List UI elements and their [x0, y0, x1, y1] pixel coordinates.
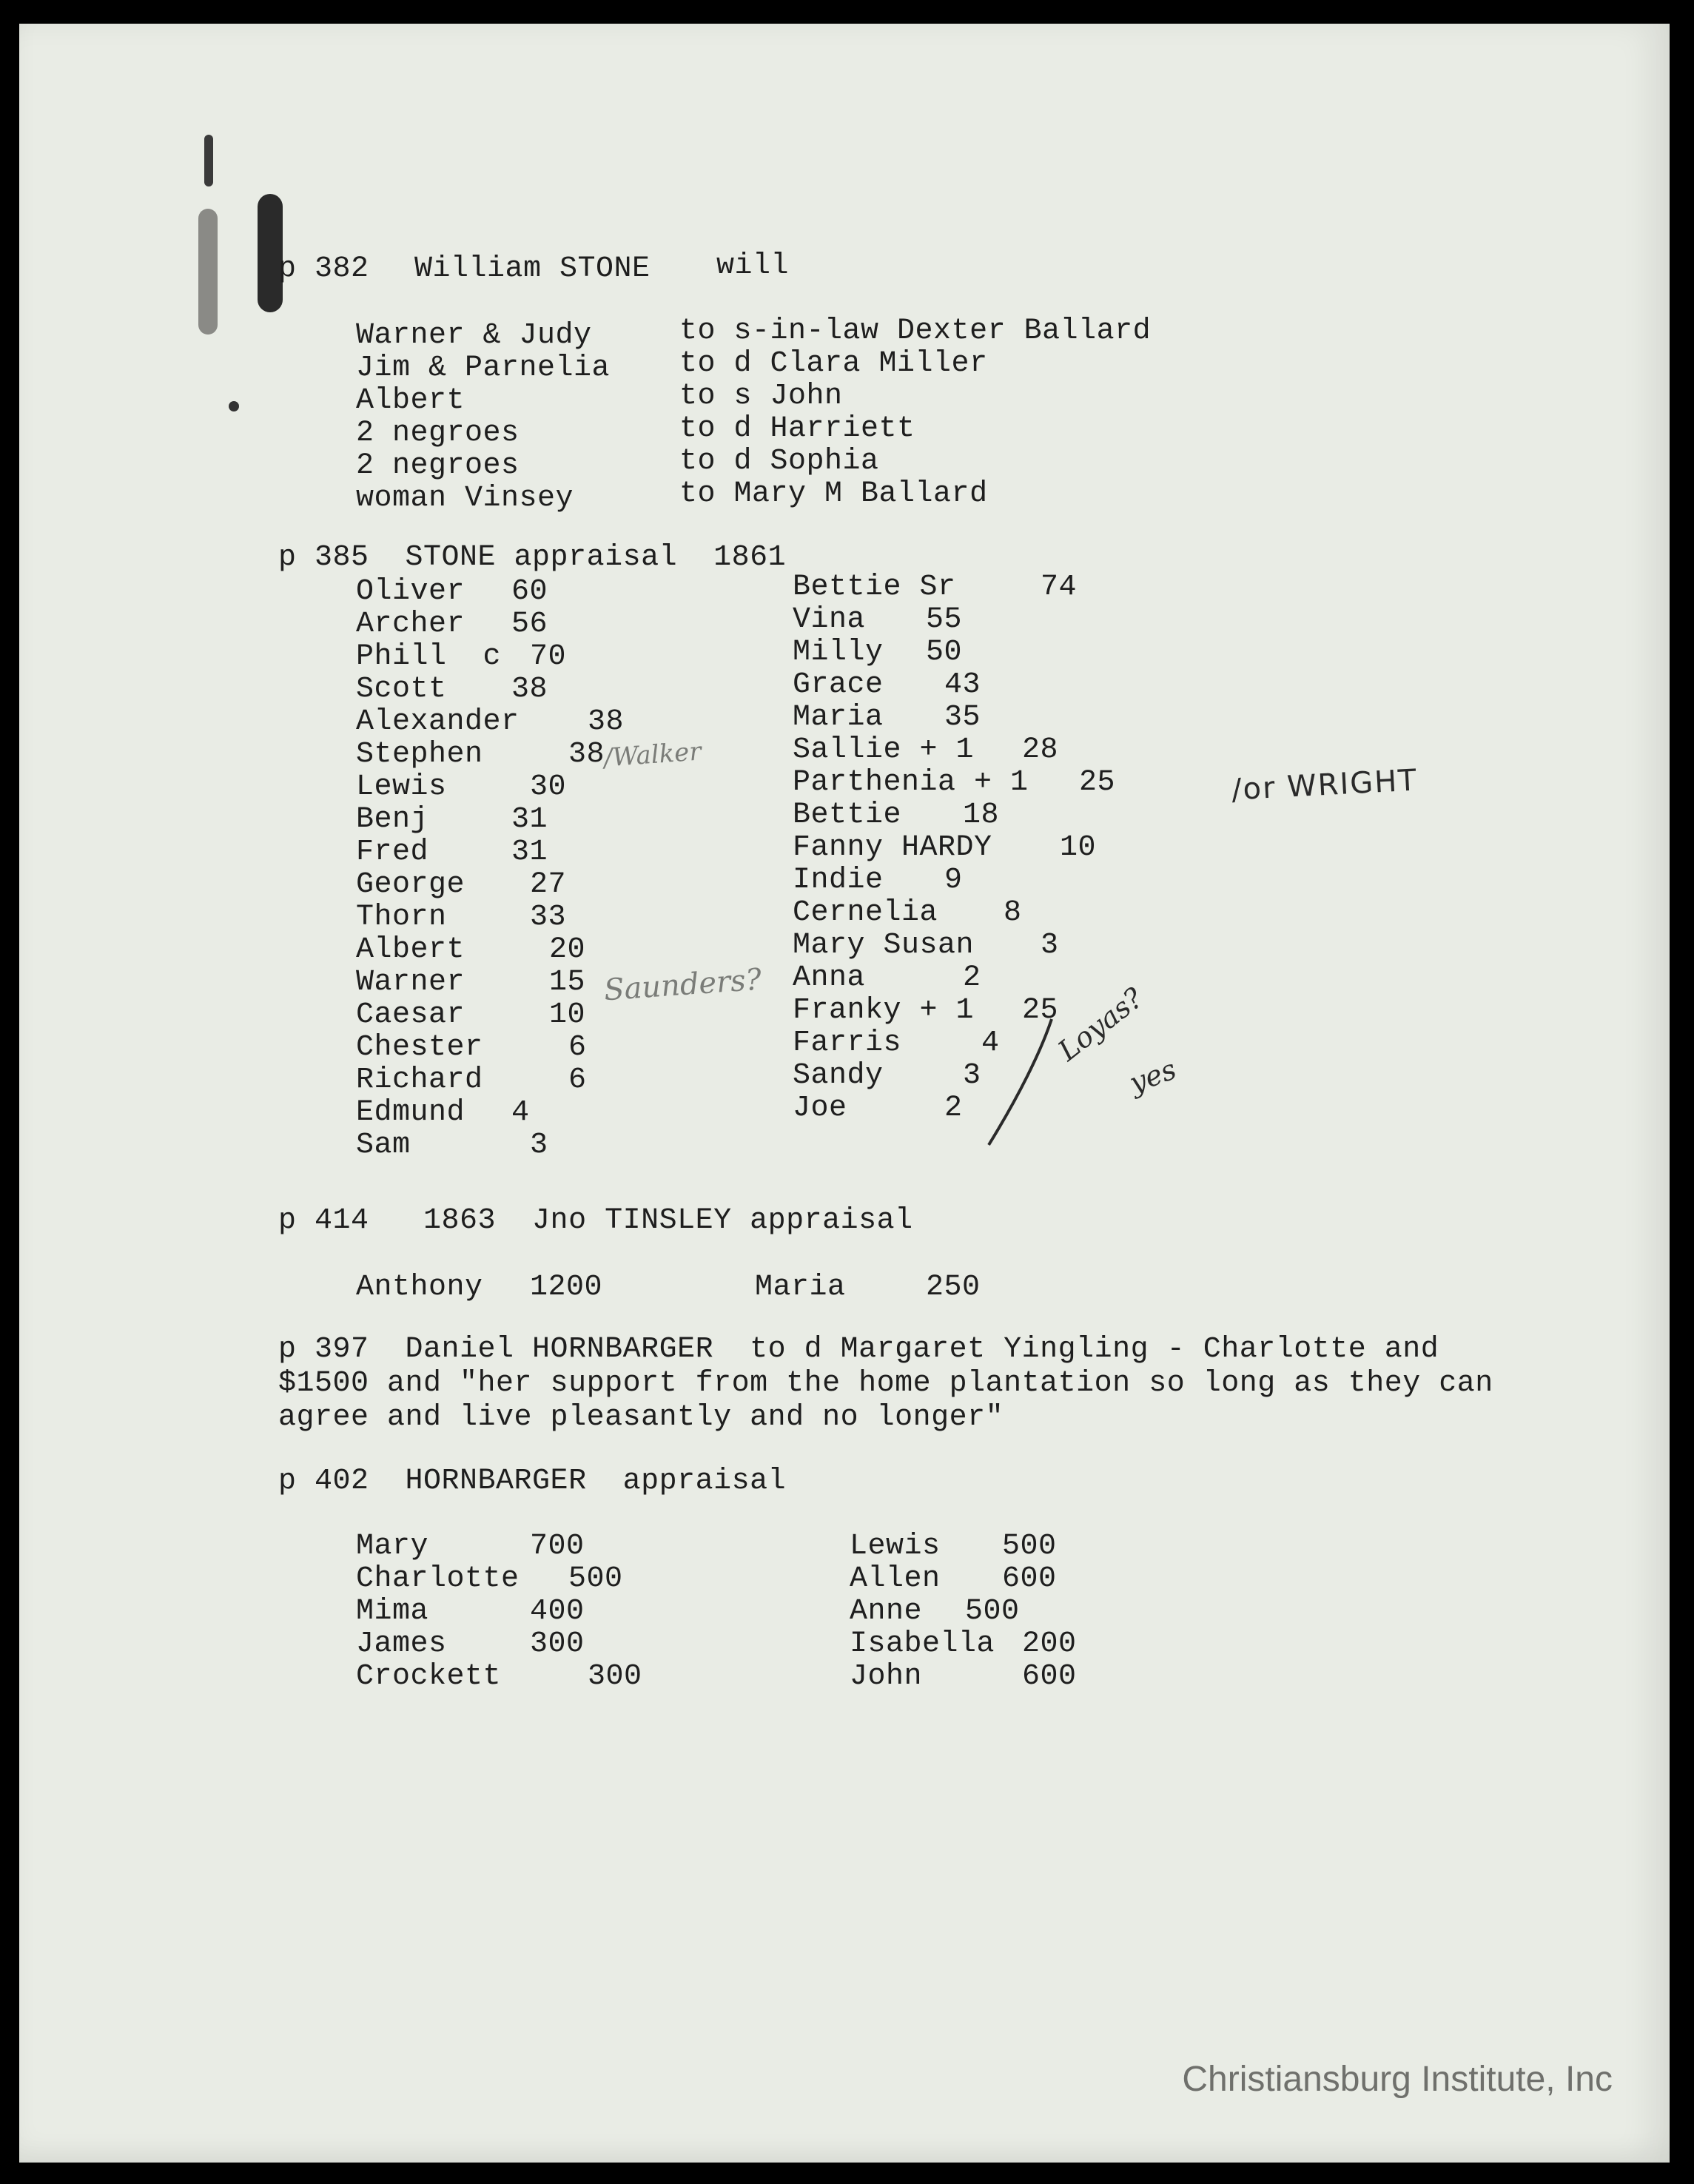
appraisal-name: Scott — [356, 673, 447, 706]
appraisal-value: 38 — [568, 738, 605, 771]
bequest-who: Jim & Parnelia — [356, 352, 611, 385]
appraisal-name: Indie — [793, 864, 884, 897]
appraisal-name: Bettie — [793, 799, 902, 832]
hornbarger-appraisal-heading: p 402 HORNBARGER appraisal — [278, 1465, 787, 1498]
appraisal-name: Vina — [793, 603, 866, 636]
appraisal-value: 33 — [530, 901, 567, 934]
appraisal-value: 74 — [1041, 571, 1078, 604]
appraisal-value: 1200 — [530, 1271, 603, 1304]
bequest-who: 2 negroes — [356, 417, 520, 450]
punch-hole-mark — [198, 209, 218, 335]
paragraph-line: agree and live pleasantly and no longer" — [278, 1401, 1004, 1434]
appraisal-name: Edmund — [356, 1096, 465, 1129]
handwritten-note-saunders: Saunders? — [602, 962, 763, 1008]
watermark: Christiansburg Institute, Inc — [1182, 2060, 1613, 2099]
handwritten-note-walker: /Walker — [602, 736, 702, 773]
bequest-to: to Mary M Ballard — [679, 477, 988, 511]
appraisal-name: Chester — [356, 1031, 483, 1064]
appraisal-value: 700 — [530, 1530, 585, 1563]
punch-hole-mark — [229, 401, 239, 411]
appraisal-value: 250 — [926, 1271, 981, 1304]
appraisal-value: 31 — [511, 803, 548, 836]
appraisal-value: 20 — [549, 933, 586, 967]
will-heading-name: William STONE — [414, 252, 651, 286]
appraisal-name: Sandy — [793, 1059, 884, 1092]
appraisal-name: Charlotte — [356, 1562, 520, 1596]
appraisal-name: Albert — [356, 933, 465, 967]
appraisal-value: 10 — [1060, 831, 1097, 864]
appraisal-value: 4 — [981, 1027, 1000, 1060]
appraisal-value: 30 — [530, 770, 567, 804]
appraisal-name: Fanny HARDY — [793, 831, 992, 864]
appraisal-value: 300 — [530, 1627, 585, 1661]
appraisal-value: 25 — [1079, 766, 1116, 799]
handwritten-note-yes: yes — [1125, 1052, 1181, 1100]
appraisal-name: Fred — [356, 836, 429, 869]
appraisal-value: 70 — [530, 640, 567, 673]
appraisal-name: James — [356, 1627, 447, 1661]
appraisal-name: Anthony — [356, 1271, 483, 1304]
appraisal-value: 25 — [1022, 994, 1059, 1027]
punch-hole-mark — [204, 135, 213, 187]
appraisal-name: Thorn — [356, 901, 447, 934]
appraisal-name: Anne — [850, 1595, 923, 1628]
appraisal-value: 27 — [530, 868, 567, 901]
appraisal-name: Joe — [793, 1092, 847, 1125]
appraisal-value: 55 — [926, 603, 963, 636]
appraisal-value: 10 — [549, 998, 586, 1032]
appraisal-name: Milly — [793, 636, 884, 669]
bequest-to: to s John — [679, 380, 843, 413]
appraisal-name: Mima — [356, 1595, 429, 1628]
appraisal-value: 300 — [588, 1660, 642, 1693]
appraisal-value: 500 — [568, 1562, 623, 1596]
will-heading-page: p 382 — [278, 252, 369, 286]
appraisal-name: Caesar — [356, 998, 465, 1032]
appraisal-name: Crockett — [356, 1660, 502, 1693]
appraisal-name: Mary — [356, 1530, 429, 1563]
appraisal-name: Lewis — [356, 770, 447, 804]
paragraph-line: $1500 and "her support from the home plantation so long as they can — [278, 1367, 1493, 1400]
appraisal-value: 3 — [963, 1059, 981, 1092]
appraisal-name: Grace — [793, 668, 884, 702]
appraisal-value: 3 — [1041, 929, 1059, 962]
bequest-to: to s-in-law Dexter Ballard — [679, 315, 1152, 348]
appraisal-value: 200 — [1022, 1627, 1077, 1661]
appraisal-value: 56 — [511, 608, 548, 641]
appraisal-name: Alexander — [356, 705, 520, 739]
document-page — [19, 24, 1670, 2163]
appraisal-value: 43 — [944, 668, 981, 702]
appraisal-name: Sallie + 1 — [793, 733, 975, 767]
appraisal-name: Lewis — [850, 1530, 941, 1563]
appraisal-name: Maria — [793, 701, 884, 734]
appraisal-name: Franky + 1 — [793, 994, 975, 1027]
appraisal-value: 15 — [549, 966, 586, 999]
paragraph-line: p 397 Daniel HORNBARGER to d Margaret Yingling - Charlotte and — [278, 1333, 1439, 1366]
appraisal-name: Stephen — [356, 738, 483, 771]
bequest-to: to d Harriett — [679, 412, 915, 446]
bequest-to: to d Clara Miller — [679, 347, 988, 380]
appraisal-name: Cernelia — [793, 896, 938, 930]
bequest-who: Warner & Judy — [356, 319, 592, 352]
appraisal-name: Maria — [755, 1271, 846, 1304]
appraisal-name: Warner — [356, 966, 465, 999]
appraisal-value: 400 — [530, 1595, 585, 1628]
appraisal-name: Phill c — [356, 640, 502, 673]
appraisal-name: Benj — [356, 803, 429, 836]
appraisal-value: 600 — [1002, 1562, 1057, 1596]
appraisal-value: 3 — [530, 1129, 548, 1162]
appraisal-name: Bettie Sr — [793, 571, 956, 604]
handwritten-note-loyas: Loyas? — [1052, 981, 1149, 1068]
appraisal-name: Parthenia + 1 — [793, 766, 1029, 799]
handwritten-pen-stroke — [981, 1015, 1070, 1149]
appraisal-name: Farris — [793, 1027, 902, 1060]
bequest-who: Albert — [356, 384, 465, 417]
appraisal-value: 8 — [1004, 896, 1022, 930]
appraisal-value: 38 — [588, 705, 625, 739]
appraisal-name: Archer — [356, 608, 465, 641]
appraisal-value: 2 — [963, 961, 981, 995]
appraisal-name: Oliver — [356, 575, 465, 608]
appraisal-value: 9 — [944, 864, 963, 897]
bequest-to: to d Sophia — [679, 445, 879, 478]
appraisal-value: 35 — [944, 701, 981, 734]
appraisal-value: 38 — [511, 673, 548, 706]
will-heading-type: will — [716, 249, 790, 283]
appraisal-name: Anna — [793, 961, 866, 995]
appraisal-name: George — [356, 868, 465, 901]
appraisal-name: Sam — [356, 1129, 411, 1162]
bequest-who: woman Vinsey — [356, 482, 574, 515]
appraisal-name: Isabella — [850, 1627, 995, 1661]
appraisal-name: Mary Susan — [793, 929, 975, 962]
appraisal-value: 2 — [944, 1092, 963, 1125]
appraisal-value: 28 — [1022, 733, 1059, 767]
appraisal-value: 600 — [1022, 1660, 1077, 1693]
bequest-who: 2 negroes — [356, 449, 520, 483]
appraisal-value: 6 — [568, 1031, 587, 1064]
stone-appraisal-heading: p 385 STONE appraisal 1861 — [278, 541, 787, 574]
appraisal-name: Allen — [850, 1562, 941, 1596]
appraisal-value: 18 — [963, 799, 1000, 832]
appraisal-value: 50 — [926, 636, 963, 669]
appraisal-value: 60 — [511, 575, 548, 608]
appraisal-value: 500 — [1002, 1530, 1057, 1563]
appraisal-value: 500 — [965, 1595, 1020, 1628]
appraisal-value: 6 — [568, 1064, 587, 1097]
appraisal-name: John — [850, 1660, 923, 1693]
appraisal-value: 31 — [511, 836, 548, 869]
handwritten-note-wright: /or WRIGHT — [1230, 763, 1419, 807]
appraisal-name: Richard — [356, 1064, 483, 1097]
appraisal-value: 4 — [511, 1096, 530, 1129]
tinsley-heading: p 414 1863 Jno TINSLEY appraisal — [278, 1204, 913, 1237]
